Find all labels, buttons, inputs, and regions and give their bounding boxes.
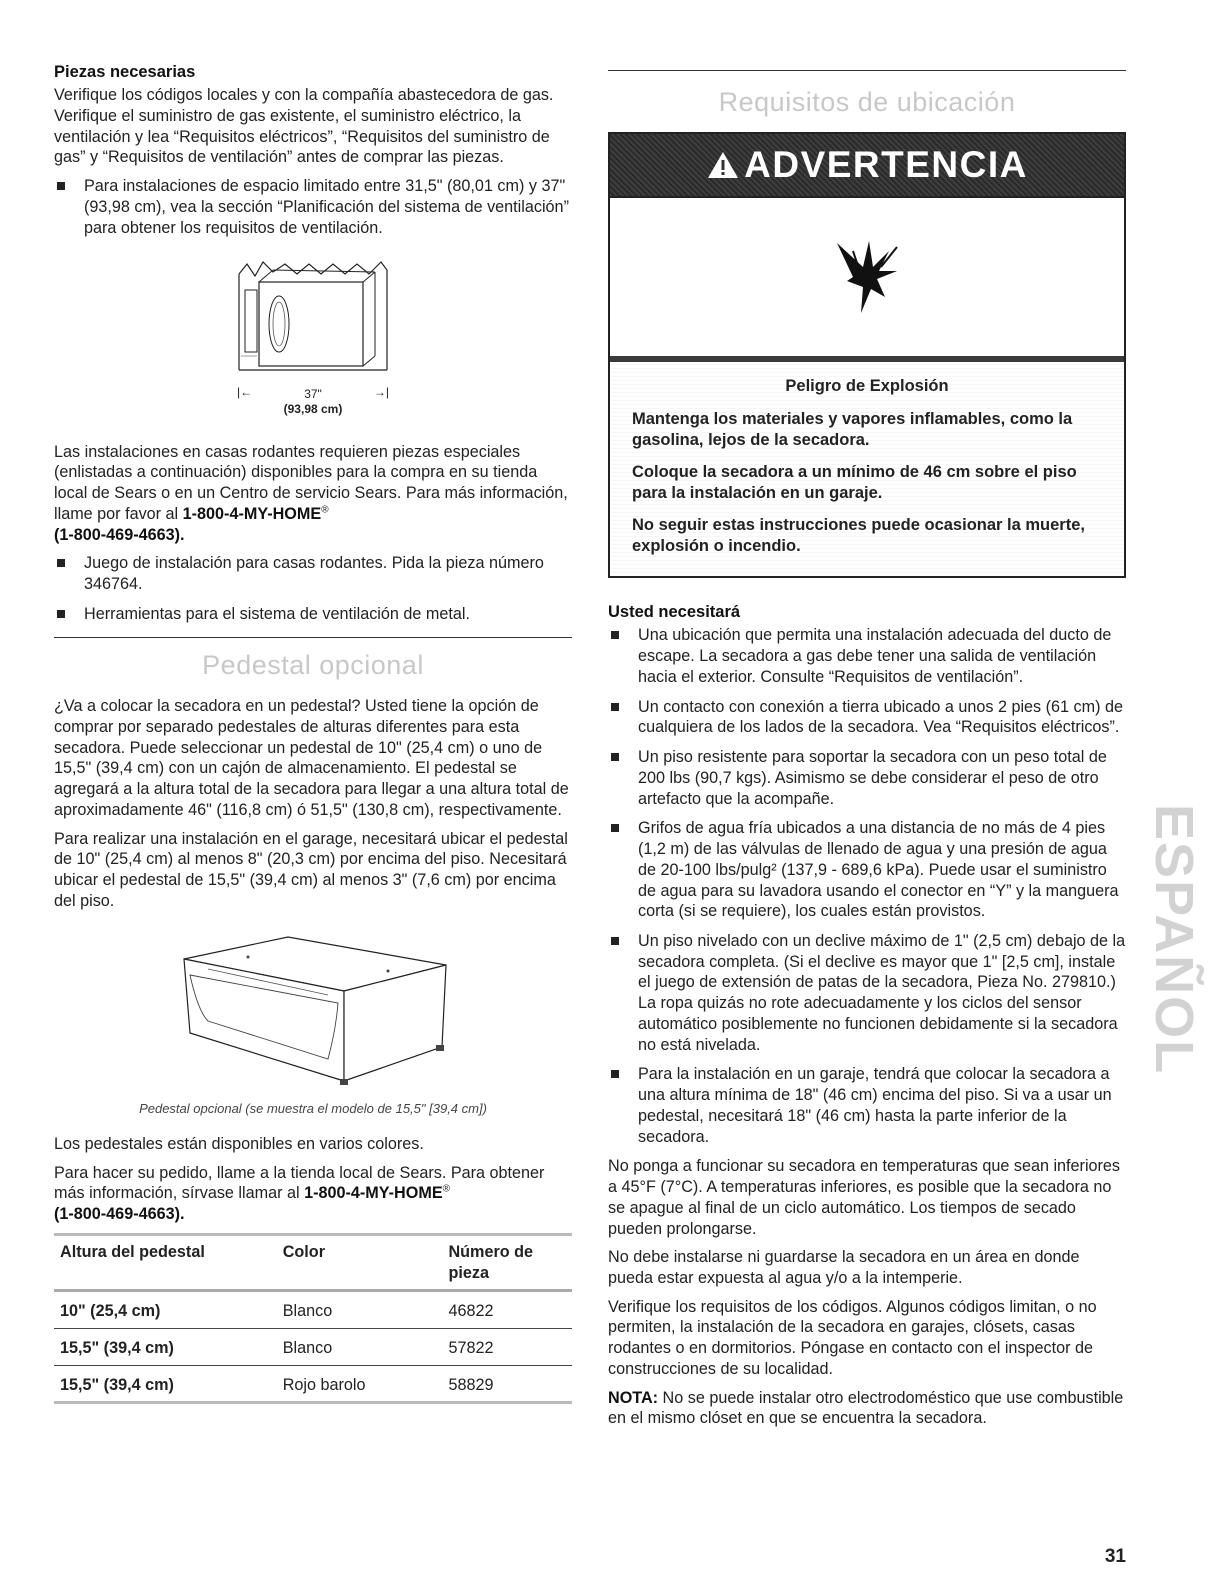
dimension-inches: 37" <box>304 386 322 401</box>
pedestal-caption: Pedestal opcional (se muestra el modelo de 15,5" [39,4 cm]) <box>139 1101 487 1117</box>
phone-number-2: (1-800-469-4663). <box>54 525 185 544</box>
warning-line: Coloque la secadora a un mínimo de 46 cm sobre el piso para la instalación en un garaje. <box>632 462 1077 502</box>
warning-line: No seguir estas instrucciones puede ocasionar la muerte, explosión o incendio. <box>632 516 1085 556</box>
need-bullet: Un piso nivelado con un declive máximo de 1" (2,5 cm) debajo de la secadora completa. (Si el declive es mayor que 1" [2,5 cm], instale el juego de extensión de patas de la secadora, Pieza No. 279810.) La ropa quizás no rote adecuadamente y los ciclos del sensor automático posiblemente no funcionen debidamente si la secadora no está nivelada. <box>608 931 1126 1055</box>
warning-banner-text: ADVERTENCIA <box>744 143 1028 185</box>
explosion-icon <box>827 237 907 317</box>
warning-block <box>608 132 1126 579</box>
codes-text: Verifique los requisitos de los códigos. Algunos códigos limitan, o no permiten, la instalación de la secadora en garajes, clósets, casas rodantes o en dormitorios. Póngase en contacto con el inspector de construcciones de su localidad. <box>608 1297 1097 1378</box>
parts-intro: Verifique los códigos locales y con la compañía abastecedora de gas. Verifique el suministro de gas existente, el suministro eléctrico, la ventilación y lea “Requisitos eléctricos”, “Requisitos del suministro de gas” y “Requisitos de ventilación” antes de comprar las piezas. <box>54 86 554 167</box>
table-cell: 15,5" (39,4 cm) <box>60 1375 174 1394</box>
pedestal-diagram <box>178 929 448 1095</box>
need-bullet: Una ubicación que permita una instalación adecuada del ducto de escape. La secadora a gas debe tener una salida de ventilación hacia el exterior. Consulte “Requisitos de ventilación”. <box>608 625 1126 687</box>
registered-mark: ® <box>321 504 329 516</box>
mobile-home-bullet: Herramientas para el sistema de ventilación de metal. <box>54 604 572 625</box>
parts-bullet: Para instalaciones de espacio limitado entre 31,5" (80,01 cm) y 37" (93,98 cm), vea la sección “Planificación del sistema de ventilación” para obtener los requisitos de ventilación. <box>54 176 572 238</box>
table-header: Altura del pedestal <box>60 1242 205 1261</box>
warning-line: Mantenga los materiales y vapores inflamables, como la gasolina, lejos de la secadora. <box>632 409 1073 449</box>
mobile-home-bullet: Juego de instalación para casas rodantes. Pida la pieza número 346764. <box>54 553 572 594</box>
order-text <box>54 1163 572 1225</box>
closet-dryer-illustration <box>233 260 393 375</box>
need-bullet: Para la instalación en un garaje, tendrá que colocar la secadora a una altura mínima de 18" (46 cm) encima del piso. Si va a usar un pedestal, necesitará 18" (46 cm) hasta la parte inferior de la secadora. <box>608 1064 1126 1147</box>
table-header: Color <box>282 1242 325 1261</box>
table-cell: 57822 <box>448 1338 494 1357</box>
location-heading: Requisitos de ubicación <box>718 87 1016 117</box>
page-number: 31 <box>1104 1546 1126 1567</box>
table-cell: Rojo barolo <box>282 1375 366 1394</box>
table-cell: 15,5" (39,4 cm) <box>60 1338 174 1357</box>
mobile-home-body: Las instalaciones en casas rodantes requieren piezas especiales (enlistadas a continuación) disponibles para la compra en su tienda local de Sears o en un Centro de servicio Sears. Para más información, llame por favor al <box>54 442 568 523</box>
section-divider <box>608 70 1126 71</box>
pedestal-heading: Pedestal opcional <box>202 649 424 680</box>
need-bullet: Un piso resistente para soportar la secadora con un peso total de 200 lbs (90,7 kgs). Asimismo se debe considerar el peso de otro artefacto que la acompañe. <box>608 747 1126 809</box>
table-row <box>54 1328 572 1365</box>
note-text <box>608 1388 1126 1429</box>
dimension-label: |← 37" →| <box>237 384 389 401</box>
table-cell: Blanco <box>282 1338 333 1357</box>
outdoor-text: No debe instalarse ni guardarse la secadora en un área en donde pueda estar expuesta al agua y/o a la intemperie. <box>608 1248 1080 1287</box>
table-cell: Blanco <box>282 1302 333 1321</box>
warning-triangle-icon <box>706 150 740 180</box>
need-bullet: Un contacto con conexión a tierra ubicado a unos 2 pies (61 cm) de cualquiera de los lados de la secadora. Vea “Requisitos eléctricos”. <box>608 697 1126 738</box>
parts-list <box>54 176 572 238</box>
warning-text <box>610 362 1124 577</box>
parts-heading: Piezas necesarias <box>54 63 196 81</box>
table-cell: 58829 <box>448 1375 494 1394</box>
table-row <box>54 1291 572 1329</box>
pedestal-paragraph-1: ¿Va a colocar la secadora en un pedestal? Usted tiene la opción de comprar por separado pedestales de alturas diferentes para esta secadora. Puede seleccionar un pedestal de 10" (25,4 cm) o uno de 15,5" (39,4 cm) con un cajón de almacenamiento. El pedestal se agregará a la altura total de la secadora para llegar a una altura total de aproximadamente 46" (116,8 cm) ó 51,5" (130,8 cm), respectivamente. <box>54 697 569 819</box>
note-body: No se puede instalar otro electrodoméstico que use combustible en el mismo clóset en que se encuentra la secadora. <box>608 1388 1124 1428</box>
language-side-tab-text: ESPAÑOL <box>1144 804 1205 1076</box>
mobile-home-list <box>54 553 572 624</box>
warning-banner <box>608 132 1126 198</box>
table-cell: 46822 <box>448 1302 494 1321</box>
order-phone-2: (1-800-469-4663). <box>54 1205 185 1224</box>
order-body: Para hacer su pedido, llame a la tienda local de Sears. Para obtener más información, sírvase llamar al <box>54 1163 545 1203</box>
need-list <box>608 625 1126 1147</box>
table-header-row <box>54 1234 572 1290</box>
section-divider <box>54 637 572 638</box>
colors-text: Los pedestales están disponibles en varios colores. <box>54 1134 424 1153</box>
note-label: NOTA: <box>608 1388 659 1407</box>
phone-number-1: 1-800-4-MY-HOME <box>182 504 322 523</box>
order-phone-1: 1-800-4-MY-HOME <box>304 1184 443 1203</box>
registered-mark: ® <box>442 1183 450 1195</box>
need-bullet: Grifos de agua fría ubicados a una distancia de no más de 4 pies (1,2 m) de las válvulas de llenado de agua y una presión de agua de 20-100 lbs/pulg² (137,9 - 689,6 kPa). Puede usar el suministro de agua para su lavadora usando el conector en “Y” y la manguera corta (si se requiere), los cuales están provistos. <box>608 818 1126 922</box>
pedestal-table <box>54 1233 572 1405</box>
need-heading: Usted necesitará <box>608 603 741 622</box>
temperature-text: No ponga a funcionar su secadora en temperaturas que sean inferiores a 45°F (7°C). A temperaturas inferiores, es posible que la secadora no se apague al final de un ciclo automático. Los tiempos de secado pueden prolongarse. <box>608 1157 1121 1238</box>
pedestal-illustration <box>178 929 448 1089</box>
pedestal-paragraph-2: Para realizar una instalación en el garage, necesitará ubicar el pedestal de 10" (25,4 cm) al menos 8" (20,3 cm) por encima del piso. Necesitará ubicar el pedestal de 15,5" (39,4 cm) al menos 3" (7,6 cm) por encima del piso. <box>54 829 568 910</box>
table-row <box>54 1365 572 1403</box>
dimension-cm: (93,98 cm) <box>283 402 343 417</box>
right-column <box>608 70 1126 1437</box>
table-cell: 10" (25,4 cm) <box>60 1302 161 1321</box>
left-column <box>54 62 572 1404</box>
closet-diagram <box>233 260 393 417</box>
language-side-tab <box>1144 790 1205 1090</box>
warning-box <box>608 198 1126 579</box>
warning-icon-area <box>610 198 1124 362</box>
warning-title: Peligro de Explosión <box>785 376 949 395</box>
mobile-home-text <box>54 442 572 546</box>
table-header: Número de pieza <box>448 1242 534 1282</box>
